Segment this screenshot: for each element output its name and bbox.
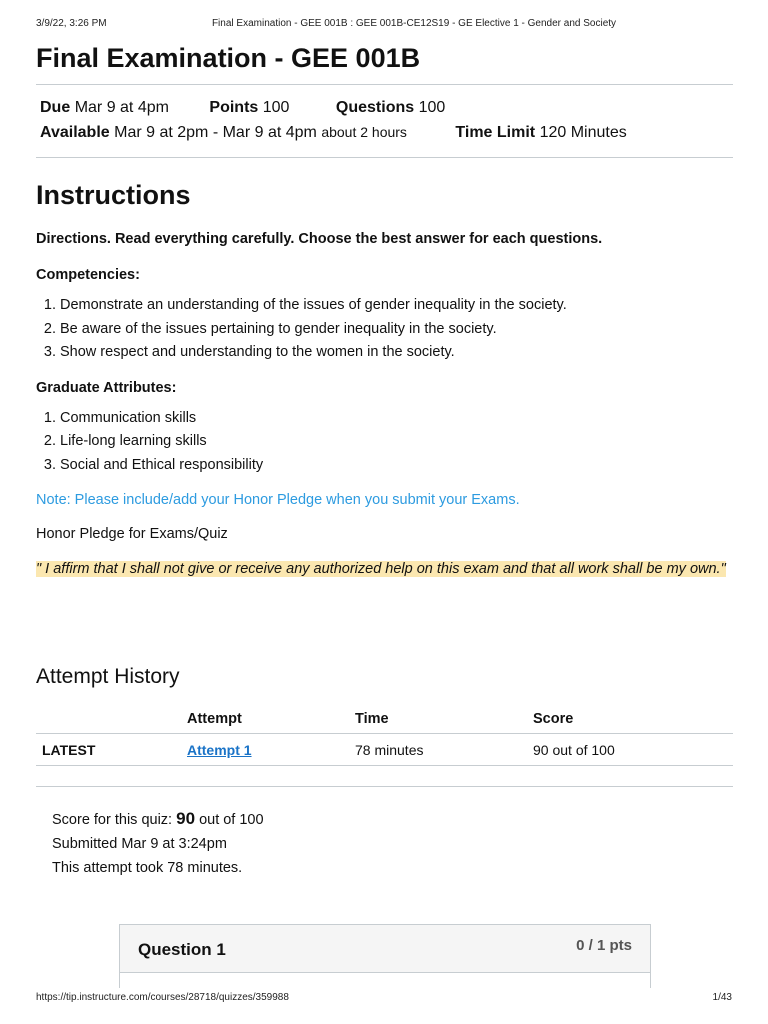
honor-pledge-note: Note: Please include/add your Honor Pledge when you submit your Exams.	[36, 492, 520, 508]
attempt-score: 90 out of 100	[527, 734, 733, 766]
table-row	[36, 734, 733, 766]
list-item: 3. Social and Ethical responsibility	[60, 454, 733, 478]
quiz-content	[36, 40, 733, 880]
instructions-heading: Instructions	[36, 180, 191, 210]
time-limit-label: Time Limit	[455, 124, 536, 141]
submitted-line: Submitted Mar 9 at 3:24pm	[52, 836, 227, 852]
meta-row-2	[40, 120, 729, 145]
pledge-text	[36, 557, 733, 581]
list-item: 2. Life-long learning skills	[60, 430, 733, 454]
questions-value: 100	[418, 99, 446, 116]
question-card	[119, 924, 651, 988]
score-suffix: out of 100	[199, 812, 264, 828]
divider	[36, 157, 733, 158]
print-page-number: 1/43	[712, 992, 732, 1003]
available-value: Mar 9 at 2pm - Mar 9 at 4pm	[114, 124, 317, 141]
available-duration: about 2 hours	[321, 124, 407, 140]
list-item: 3. Show respect and understanding to the women in the society.	[60, 341, 733, 365]
attributes-heading: Graduate Attributes:	[36, 379, 177, 396]
due-value: Mar 9 at 4pm	[74, 99, 169, 116]
quiz-title: Final Examination - GEE 001B	[36, 43, 421, 73]
attempt-time: 78 minutes	[349, 734, 527, 766]
score-prefix: Score for this quiz:	[52, 812, 173, 828]
column-header: Attempt	[181, 705, 349, 734]
list-item: 1. Demonstrate an understanding of the issues of gender inequality in the society.	[60, 294, 733, 318]
print-datetime: 3/9/22, 3:26 PM	[36, 18, 107, 29]
question-points: 0 / 1 pts	[576, 937, 632, 954]
attributes-list	[60, 407, 733, 478]
print-url: https://tip.instructure.com/courses/28718/quizzes/359988	[36, 992, 289, 1003]
competencies-heading: Competencies:	[36, 267, 140, 283]
due-label: Due	[40, 99, 71, 116]
list-item: 2. Be aware of the issues pertaining to gender inequality in the society.	[60, 318, 733, 342]
column-header: Time	[349, 705, 527, 734]
attempt-summary	[36, 787, 733, 880]
available-label: Available	[40, 124, 110, 141]
directions-text: Directions. Read everything carefully. Choose the best answer for each questions.	[36, 231, 603, 247]
points-value: 100	[262, 99, 290, 116]
pledge-highlight: " I affirm that I shall not give or receive any authorized help on this exam and that all work shall be my own."	[36, 561, 726, 577]
competencies-list	[60, 294, 733, 365]
table-header-row	[36, 705, 733, 734]
question-header	[120, 925, 650, 973]
points-label: Points	[209, 99, 259, 116]
attempt-history-table	[36, 705, 733, 766]
duration-line: This attempt took 78 minutes.	[52, 860, 243, 876]
question-title: Question 1	[138, 940, 226, 959]
time-limit-value: 120 Minutes	[539, 124, 627, 141]
attempt-label: LATEST	[36, 734, 181, 766]
score-line	[52, 807, 733, 832]
list-item: 1. Communication skills	[60, 407, 733, 431]
pledge-heading: Honor Pledge for Exams/Quiz	[36, 526, 228, 542]
attempt-1-link[interactable]: Attempt 1	[187, 741, 252, 758]
attempt-history-heading: Attempt History	[36, 665, 180, 688]
meta-row-1	[40, 95, 729, 120]
questions-label: Questions	[335, 99, 415, 116]
print-page-title: Final Examination - GEE 001B : GEE 001B-CE12S19 - GE Elective 1 - Gender and Society	[211, 18, 617, 29]
column-header	[36, 705, 181, 734]
column-header: Score	[527, 705, 733, 734]
question-body	[120, 973, 650, 988]
score-value: 90	[176, 809, 196, 828]
quiz-meta	[36, 85, 733, 157]
